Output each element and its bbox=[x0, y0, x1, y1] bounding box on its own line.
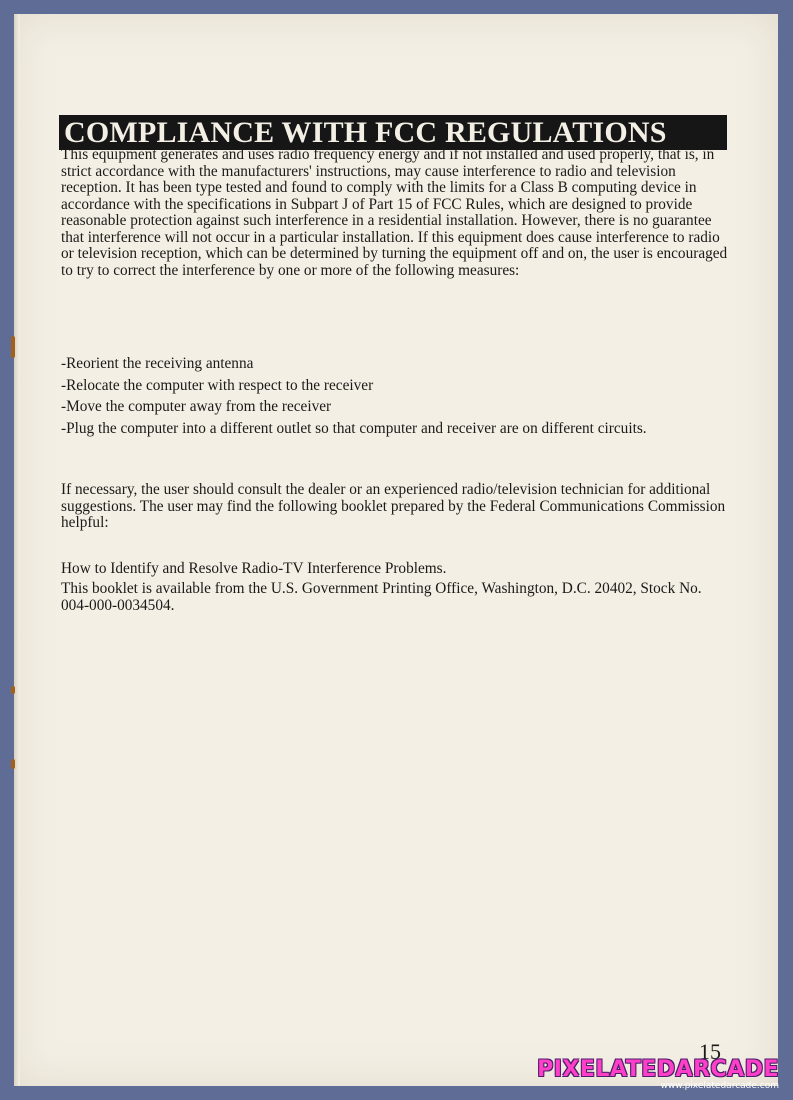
measures-list bbox=[61, 356, 729, 442]
intro-paragraph: This equipment generates and uses radio frequency energy and if not installed and used properly, that is, in strict accordance with the manufacturers' instructions, may cause interference to radio and television reception. It has been type tested and found to comply with the limits for a Class B computing device in accordance with the specifications in Subpart J of Part 15 of FCC Rules, which are designed to provide reasonable protection against such interference in a residential installation. However, there is no guarantee that interference will not occur in a particular installation. If this equipment does cause interference to radio or television reception, which can be determined by turning the equipment off and on, the user is encouraged to try to correct the interference by one or more of the following measures: bbox=[61, 146, 728, 279]
page-fold-shadow bbox=[14, 14, 20, 1086]
binding-mark bbox=[11, 336, 15, 358]
list-item: -Reorient the receiving antenna bbox=[61, 355, 254, 372]
watermark-logo: PIXELATEDARCADE bbox=[537, 1057, 779, 1082]
watermark-url: www.pixelatedarcade.com bbox=[660, 1081, 779, 1091]
watermark bbox=[537, 1059, 779, 1092]
page-number: 15 bbox=[699, 1039, 721, 1064]
list-item: -Move the computer away from the receiver bbox=[61, 398, 332, 415]
list-item: -Plug the computer into a different outlet so that computer and receiver are on different circuits. bbox=[61, 419, 647, 437]
manual-page bbox=[14, 14, 778, 1086]
booklet-title: How to Identify and Resolve Radio-TV Interference Problems. bbox=[61, 560, 447, 577]
booklet-source: This booklet is available from the U.S. Government Printing Office, Washington, D.C. 20402, Stock No. 004-000-0034504. bbox=[61, 580, 702, 614]
page-title: COMPLIANCE WITH FCC REGULATIONS bbox=[59, 115, 727, 150]
binding-mark bbox=[11, 759, 15, 769]
consult-paragraph: If necessary, the user should consult the dealer or an experienced radio/television technician for additional suggestions. The user may find the following booklet prepared by the Federal Communications Commission helpful: bbox=[61, 481, 726, 531]
binding-mark bbox=[11, 686, 15, 694]
list-item: -Relocate the computer with respect to the receiver bbox=[61, 376, 374, 394]
